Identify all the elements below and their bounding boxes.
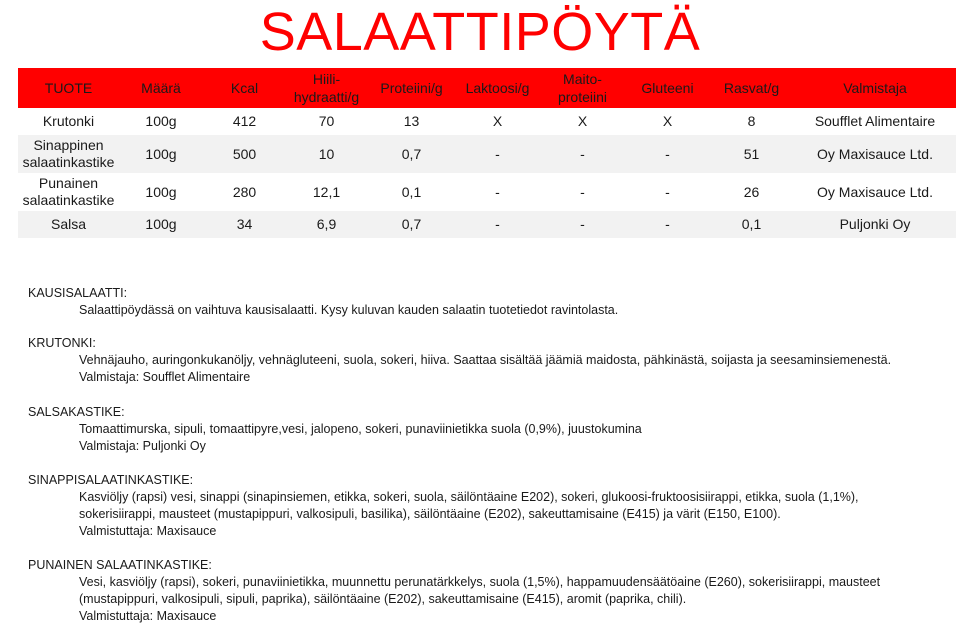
section-krutonki xyxy=(28,335,891,386)
table-cell: Sinappinen salaatinkastike xyxy=(18,135,119,173)
table-cell: - xyxy=(456,135,539,173)
section-heading: KRUTONKI: xyxy=(28,336,96,350)
section-text: Vehnäjauho, auringonkukanöljy, vehnägluteeni, suola, sokeri, hiiva. Saattaa sisältää jäämiä maidosta, pähkinästä, soijasta ja seesaminsiemenestä. xyxy=(79,353,892,367)
table-cell: 100g xyxy=(119,211,203,238)
table-cell: Salsa xyxy=(18,211,119,238)
column-header: Maito- proteiini xyxy=(539,68,626,108)
section-text: (mustapippuri, valkosipuli, sipuli, paprika), säilöntäaine (E202), sakeuttamisaine (E415), aromit (paprika, chili). xyxy=(79,592,687,606)
table-cell: - xyxy=(456,211,539,238)
column-header: Rasvat/g xyxy=(709,68,794,108)
table-cell: 100g xyxy=(119,135,203,173)
section-heading: PUNAINEN SALAATINKASTIKE: xyxy=(28,558,212,572)
table-header-row xyxy=(18,68,956,108)
table-cell: Oy Maxisauce Ltd. xyxy=(817,183,933,200)
section-punainen-salaatinkastike xyxy=(28,557,880,625)
table-row xyxy=(18,108,956,135)
table-cell: 100g xyxy=(145,113,177,129)
column-header: Hiili- hydraatti/g xyxy=(286,68,367,108)
table-cell: X xyxy=(662,113,673,129)
section-text: Kasviöljy (rapsi) vesi, sinappi (sinapinsiemen, etikka, sokeri, suola, säilöntäaine E202), sokeri, glukoosi-fruktoosisiirappi, etikka, suola (1,1%), xyxy=(79,490,859,504)
table-cell: Krutonki xyxy=(42,113,95,129)
table-cell: 70 xyxy=(318,113,335,129)
table-cell: 6,9 xyxy=(286,211,367,238)
section-text: Vesi, kasviöljy (rapsi), sokeri, punaviinietikka, muunnettu perunatärkkelys, suola (1,5%), happamuudensäätöaine (E260), sokerisiirappi, mausteet xyxy=(79,575,881,589)
table-cell: 0,1 xyxy=(401,183,422,200)
section-text: Valmistuttaja: Maxisauce xyxy=(79,524,217,538)
table-cell: 51 xyxy=(709,135,794,173)
column-header: TUOTE xyxy=(18,68,119,108)
table-cell: X xyxy=(577,113,588,129)
table-cell: 100g xyxy=(145,183,177,200)
table-cell: 34 xyxy=(203,211,286,238)
table-cell: 500 xyxy=(203,135,286,173)
table-cell: - xyxy=(539,135,626,173)
column-header: Kcal xyxy=(203,68,286,108)
nutrition-table xyxy=(18,68,956,238)
section-text: sokerisiirappi, mausteet (mustapippuri, valkosipuli, basilika), säilöntäaine (E202), sakeuttamisaine (E415) ja värit (E150, E100). xyxy=(79,507,781,521)
table-cell: 412 xyxy=(232,113,257,129)
column-header: Proteiini/g xyxy=(367,68,456,108)
section-kausisalaatti xyxy=(28,285,618,319)
column-header: Gluteeni xyxy=(626,68,709,108)
column-header: Laktoosi/g xyxy=(456,68,539,108)
table-cell: Soufflet Alimentaire xyxy=(814,113,936,129)
table-cell: 26 xyxy=(743,183,760,200)
table-row xyxy=(18,211,956,238)
table-cell: - xyxy=(495,183,500,200)
table-cell: - xyxy=(626,211,709,238)
section-sinappisalaatinkastike xyxy=(28,472,859,540)
table-cell: - xyxy=(580,183,585,200)
section-heading: SINAPPISALAATINKASTIKE: xyxy=(28,473,194,487)
table-cell: 12,1 xyxy=(312,183,341,200)
table-cell: Puljonki Oy xyxy=(794,211,956,238)
column-header: Valmistaja xyxy=(794,68,956,108)
table-row xyxy=(18,135,956,173)
table-cell: - xyxy=(539,211,626,238)
table-cell: Oy Maxisauce Ltd. xyxy=(794,135,956,173)
section-text: Valmistaja: Puljonki Oy xyxy=(79,439,206,453)
section-text: Salaattipöydässä on vaihtuva kausisalaatti. Kysy kuluvan kauden salaatin tuotetiedot ravintolasta. xyxy=(79,303,619,317)
table-cell: 0,1 xyxy=(709,211,794,238)
table-cell: 10 xyxy=(286,135,367,173)
section-text: Valmistuttaja: Maxisauce xyxy=(79,609,217,623)
section-salsakastike xyxy=(28,404,642,455)
column-header: Määrä xyxy=(119,68,203,108)
section-heading: SALSAKASTIKE: xyxy=(28,405,125,419)
table-cell: 13 xyxy=(403,113,420,129)
table-row xyxy=(18,173,956,211)
table-cell: Punainen salaatinkastike xyxy=(22,175,115,208)
table-cell: X xyxy=(492,113,503,129)
table-cell: 280 xyxy=(232,183,257,200)
page-title: SALAATTIPÖYTÄ xyxy=(259,2,701,62)
table-cell: 0,7 xyxy=(367,135,456,173)
table-cell: 0,7 xyxy=(367,211,456,238)
section-heading: KAUSISALAATTI: xyxy=(28,286,128,300)
table-cell: - xyxy=(665,183,670,200)
section-text: Valmistaja: Soufflet Alimentaire xyxy=(79,370,251,384)
table-cell: - xyxy=(626,135,709,173)
section-text: Tomaattimurska, sipuli, tomaattipyre,vesi, jalopeno, sokeri, punaviinietikka suola (0,9%), juustokumina xyxy=(79,422,642,436)
table-cell: 8 xyxy=(747,113,756,129)
